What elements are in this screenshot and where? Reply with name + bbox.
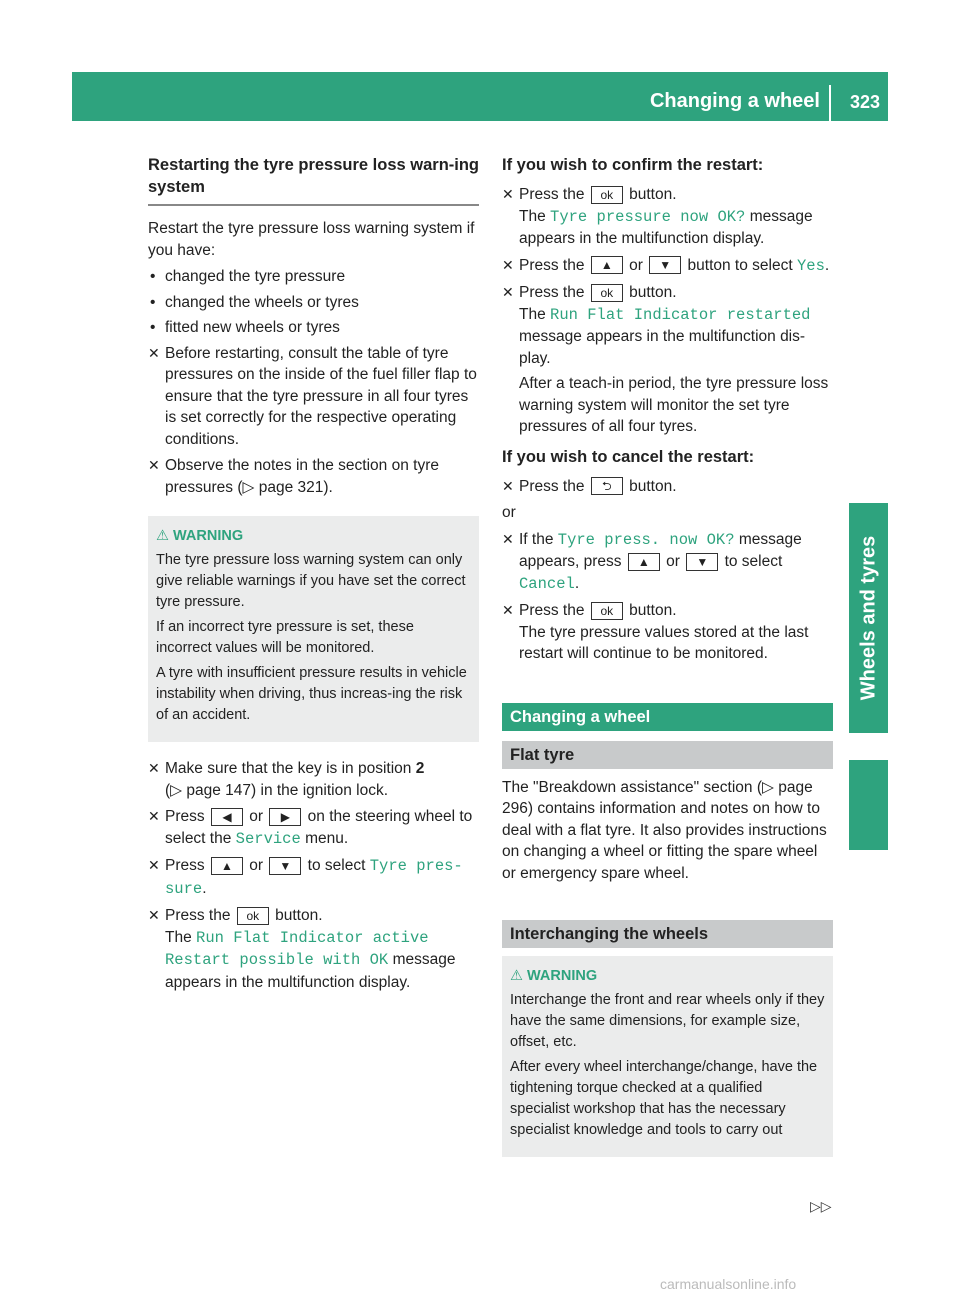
display-menu-item: Tyre pres-sure	[165, 857, 463, 898]
step-arrow-icon: ✕	[502, 186, 514, 202]
step-text: Observe the notes in the section on tyre pressures (▷ page 321).	[165, 457, 439, 496]
step-arrow-icon: ✕	[502, 256, 514, 273]
down-arrow-button-icon: ▼	[269, 857, 301, 875]
step-text: Press the	[519, 186, 585, 203]
step-text: Press the	[519, 256, 585, 274]
subsection-title-bar: Interchanging the wheels	[502, 920, 833, 948]
step-arrow-icon: ✕	[148, 857, 160, 873]
display-option: Yes	[796, 256, 825, 275]
warning-box	[148, 516, 479, 742]
up-arrow-button-icon: ▲	[591, 256, 623, 274]
side-tab-label: Wheels and tyres	[857, 535, 879, 701]
instruction-step	[148, 343, 479, 451]
step-text: Press	[165, 808, 205, 825]
step-arrow-icon: ✕	[502, 530, 514, 547]
warning-title: WARNING	[173, 528, 244, 544]
step-text: button.	[629, 284, 677, 301]
warning-triangle-icon: ⚠	[156, 528, 169, 544]
body-text: The "Breakdown assistance" section (▷ page 296) contains information and notes on how to deal with a flat tyre. It also provides instructions on changing a wheel or fitting the spare wheel or emergency spare wheel.	[502, 778, 827, 882]
step-text: message appears in the multifunction display.	[519, 207, 813, 247]
section-title-bar: Changing a wheel	[502, 703, 833, 731]
step-text: Press the	[519, 284, 585, 301]
page-number: 323	[849, 92, 880, 112]
step-text: (▷ page 147) in the ignition lock.	[165, 781, 389, 799]
back-button-icon: ⮌	[591, 477, 623, 495]
display-message: Tyre press. now OK?	[557, 530, 735, 549]
subsection-title-bar: Flat tyre	[502, 741, 833, 769]
section-heading-block	[148, 154, 479, 206]
key-position: 2	[415, 760, 425, 777]
left-arrow-button-icon: ◀	[211, 808, 243, 826]
step-text: on the steering wheel to select the	[165, 808, 473, 847]
step-text: .	[824, 256, 830, 274]
instruction-step	[148, 806, 479, 850]
step-text: Make sure that the key is in position	[165, 760, 416, 777]
list-item: • changed the wheels or tyres	[148, 292, 479, 314]
step-text: or	[629, 256, 643, 274]
step-arrow-icon: ✕	[502, 602, 514, 618]
display-option: Cancel	[519, 574, 575, 593]
display-message: Run Flat Indicator restarted	[550, 305, 811, 324]
step-text: button.	[275, 907, 323, 924]
step-text: If the	[519, 530, 554, 548]
up-arrow-button-icon: ▲	[628, 553, 660, 571]
down-arrow-button-icon: ▼	[686, 553, 718, 571]
warning-heading	[510, 966, 825, 987]
section-side-tab	[849, 503, 888, 733]
instruction-step	[502, 476, 833, 498]
list-item: • changed the tyre pressure	[148, 266, 479, 288]
intro-text: Restart the tyre pressure loss warning system if you have:	[148, 220, 475, 259]
instruction-step	[502, 255, 833, 278]
step-text: Press the	[519, 477, 585, 495]
warning-text: If an incorrect tyre pressure is set, these incorrect values will be monitored.	[156, 619, 414, 656]
warning-text: A tyre with insufficient pressure results in vehicle instability when driving, thus increas-ing the risk of an accident.	[156, 665, 467, 723]
warning-text: After every wheel interchange/change, have the tightening torque checked at a qualified specialist workshop that has the necessary specialist knowledge and tools to carry out	[510, 1059, 818, 1138]
display-menu-name: Service	[235, 829, 301, 848]
continue-arrows-icon: ▷▷	[810, 1198, 832, 1214]
list-item: • fitted new wheels or tyres	[148, 317, 479, 339]
down-arrow-button-icon: ▼	[649, 256, 681, 274]
page-header	[72, 72, 888, 121]
step-arrow-icon: ✕	[502, 284, 514, 300]
step-text: message appears, press	[519, 530, 802, 570]
step-arrow-icon: ✕	[148, 808, 160, 824]
left-column	[148, 154, 479, 998]
instruction-step	[148, 455, 479, 498]
step-text: button.	[629, 602, 677, 619]
right-arrow-button-icon: ▶	[269, 808, 301, 826]
step-text: button.	[629, 477, 677, 495]
ok-button-icon: ok	[591, 186, 623, 204]
step-text: to select	[307, 857, 366, 874]
step-text: or	[249, 808, 264, 825]
ok-button-icon: ok	[591, 602, 623, 620]
section-heading: Restarting the tyre pressure loss warn-ing system	[148, 156, 480, 196]
instruction-step	[502, 600, 833, 665]
display-message: Run Flat Indicator active Restart possible with OK	[165, 928, 429, 969]
instruction-step	[502, 282, 833, 438]
warning-heading	[156, 526, 471, 547]
instruction-step	[502, 529, 833, 596]
step-text: Press the	[519, 602, 585, 619]
or-text: or	[502, 504, 516, 521]
ok-button-icon: ok	[237, 907, 269, 925]
step-text: .	[574, 574, 580, 592]
step-text: to select	[724, 553, 783, 570]
warning-box	[502, 956, 833, 1157]
step-text: button.	[629, 186, 677, 203]
step-text: The tyre pressure values stored at the last restart will continue to be monitored.	[519, 623, 809, 662]
subheading: If you wish to cancel the restart:	[502, 447, 755, 466]
warning-text: Interchange the front and rear wheels only if they have the same dimensions, for example size, offset, etc.	[510, 992, 825, 1050]
step-arrow-icon: ✕	[148, 457, 160, 473]
step-text: message appears in the multifunction dis-play.	[519, 328, 806, 367]
step-text: Press	[165, 857, 205, 874]
step-arrow-icon: ✕	[148, 344, 160, 361]
side-tab-marker	[849, 760, 888, 850]
instruction-step	[148, 758, 479, 801]
up-arrow-button-icon: ▲	[211, 857, 243, 875]
step-text: .	[202, 879, 207, 897]
step-arrow-icon: ✕	[148, 760, 160, 776]
subheading: If you wish to confirm the restart:	[502, 156, 764, 174]
step-text: Press the	[165, 907, 231, 924]
step-text: The	[519, 207, 546, 225]
step-arrow-icon: ✕	[148, 907, 160, 923]
header-title: Changing a wheel	[649, 90, 820, 112]
warning-title: WARNING	[527, 968, 598, 984]
right-column	[502, 154, 833, 1173]
step-text: Before restarting, consult the table of tyre pressures on the inside of the fuel filler flap to ensure that the tyre pressure in all four tyres is set correctly for the respective operating conditions.	[165, 344, 477, 448]
instruction-step	[148, 905, 479, 993]
header-divider	[829, 85, 831, 121]
instruction-step	[148, 855, 479, 900]
step-text: button to select	[687, 256, 793, 274]
watermark: carmanualsonline.info	[660, 1276, 797, 1292]
step-arrow-icon: ✕	[502, 477, 514, 494]
step-text: The	[519, 305, 546, 323]
step-note: After a teach-in period, the tyre pressure loss warning system will monitor the set tyre pressures of all four tyres.	[519, 375, 829, 435]
warning-triangle-icon: ⚠	[510, 968, 523, 984]
instruction-step	[502, 184, 833, 250]
step-text: The	[165, 928, 192, 946]
step-text: menu.	[305, 829, 349, 847]
step-text: or	[666, 553, 680, 570]
ok-button-icon: ok	[591, 284, 623, 302]
step-text: message appears in the multifunction display.	[165, 951, 456, 991]
display-message: Tyre pressure now OK?	[550, 207, 746, 226]
warning-text: The tyre pressure loss warning system can only give reliable warnings if you have set the correct tyre pressure.	[156, 552, 466, 610]
step-text: or	[249, 857, 264, 874]
